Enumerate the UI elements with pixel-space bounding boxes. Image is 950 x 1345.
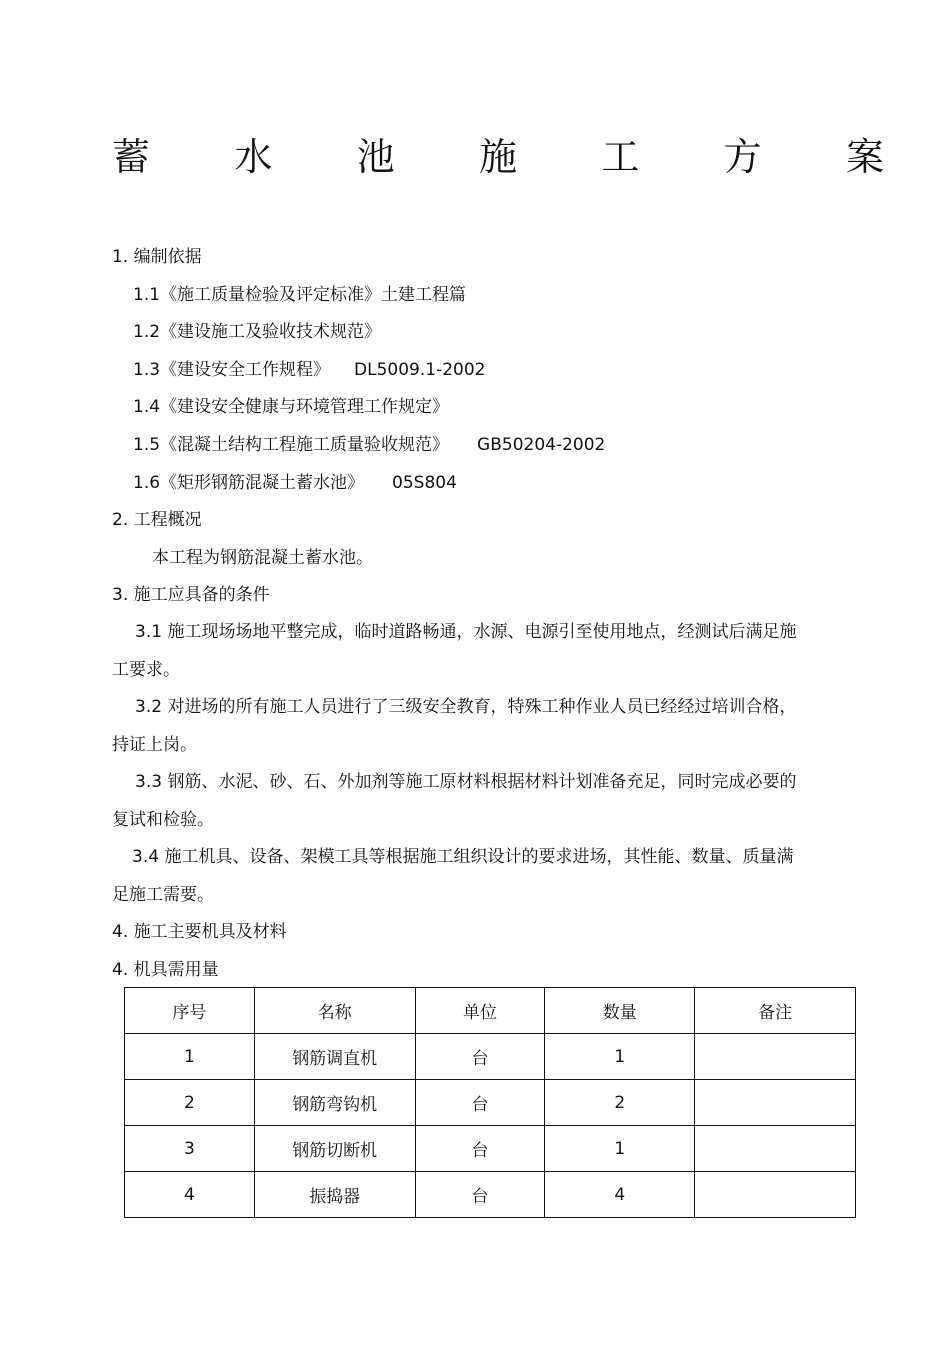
title-char: 蓄: [112, 135, 151, 179]
project-overview-text: 本工程为钢筋混凝土蓄水池。: [152, 548, 373, 568]
column-header: 序号: [125, 988, 255, 1034]
reference-item: [133, 320, 381, 344]
title-char: 工: [601, 135, 640, 179]
reference-title: 1.6《矩形钢筋混凝土蓄水池》: [133, 473, 365, 493]
column-header: 数量: [545, 988, 695, 1034]
condition-paragraph-line: 足施工需要。: [112, 885, 214, 905]
table-cell: 钢筋调直机: [254, 1034, 415, 1080]
table-cell: 振捣器: [254, 1172, 415, 1218]
table-cell: [695, 1126, 856, 1172]
table-cell: 1: [125, 1034, 255, 1080]
table-cell: [695, 1080, 856, 1126]
reference-item: [133, 433, 605, 457]
title-char: 案: [845, 135, 884, 179]
reference-code: DL5009.1-2002: [354, 360, 486, 380]
reference-item: [133, 283, 466, 307]
page-title: [112, 132, 884, 182]
table-row: [125, 1080, 856, 1126]
section-2-heading: 2. 工程概况: [112, 510, 202, 530]
reference-title: 1.2《建设施工及验收技术规范》: [133, 322, 382, 342]
table-row: [125, 1034, 856, 1080]
reference-code: 05S804: [392, 473, 457, 493]
table-cell: 台: [415, 1126, 545, 1172]
condition-paragraph-line: 复试和检验。: [112, 810, 214, 830]
table-cell: 4: [545, 1172, 695, 1218]
table-cell: [695, 1172, 856, 1218]
title-char: 水: [234, 135, 273, 179]
table-cell: 2: [545, 1080, 695, 1126]
section-3-heading: 3. 施工应具备的条件: [112, 585, 270, 605]
section-4-subheading: 4. 机具需用量: [112, 960, 219, 980]
table-row: [125, 1172, 856, 1218]
reference-title: 1.3《建设安全工作规程》: [133, 360, 331, 380]
reference-title: 1.4《建设安全健康与环境管理工作规定》: [133, 397, 450, 417]
reference-item: [133, 358, 486, 382]
column-header: 单位: [415, 988, 545, 1034]
table-cell: 钢筋切断机: [254, 1126, 415, 1172]
title-char: 池: [356, 135, 395, 179]
reference-title: 1.5《混凝土结构工程施工质量验收规范》: [133, 435, 450, 455]
table-cell: 台: [415, 1034, 545, 1080]
table-cell: 台: [415, 1080, 545, 1126]
condition-paragraph-line: 3.3 钢筋、水泥、砂、石、外加剂等施工原材料根据材料计划准备充足，同时完成必要的: [135, 772, 797, 792]
column-header: 备注: [695, 988, 856, 1034]
table-cell: 3: [125, 1126, 255, 1172]
table-row: [125, 1126, 856, 1172]
reference-code: GB50204-2002: [477, 435, 606, 455]
equipment-table: [124, 987, 856, 1218]
table-header-row: [125, 988, 856, 1034]
condition-paragraph-line: 持证上岗。: [112, 735, 197, 755]
column-header: 名称: [254, 988, 415, 1034]
table-cell: 台: [415, 1172, 545, 1218]
table-cell: 4: [125, 1172, 255, 1218]
table-cell: 钢筋弯钩机: [254, 1080, 415, 1126]
title-char: 施: [478, 135, 517, 179]
reference-item: [133, 471, 457, 495]
table-cell: 2: [125, 1080, 255, 1126]
table-cell: [695, 1034, 856, 1080]
condition-paragraph-line: 3.1 施工现场场地平整完成，临时道路畅通，水源、电源引至使用地点，经测试后满足施: [135, 622, 797, 642]
section-4-heading: 4. 施工主要机具及材料: [112, 922, 287, 942]
reference-title: 1.1《施工质量检验及评定标准》土建工程篇: [133, 285, 467, 305]
condition-paragraph-line: 工要求。: [112, 660, 180, 680]
section-1-heading: 1. 编制依据: [112, 247, 202, 267]
condition-paragraph-line: 3.2 对进场的所有施工人员进行了三级安全教育，特殊工种作业人员已经经过培训合格，: [135, 697, 797, 717]
title-char: 方: [723, 135, 762, 179]
condition-paragraph-line: 3.4 施工机具、设备、架模工具等根据施工组织设计的要求进场，其性能、数量、质量满: [132, 847, 794, 867]
table-cell: 1: [545, 1034, 695, 1080]
reference-item: [133, 395, 449, 419]
table-cell: 1: [545, 1126, 695, 1172]
